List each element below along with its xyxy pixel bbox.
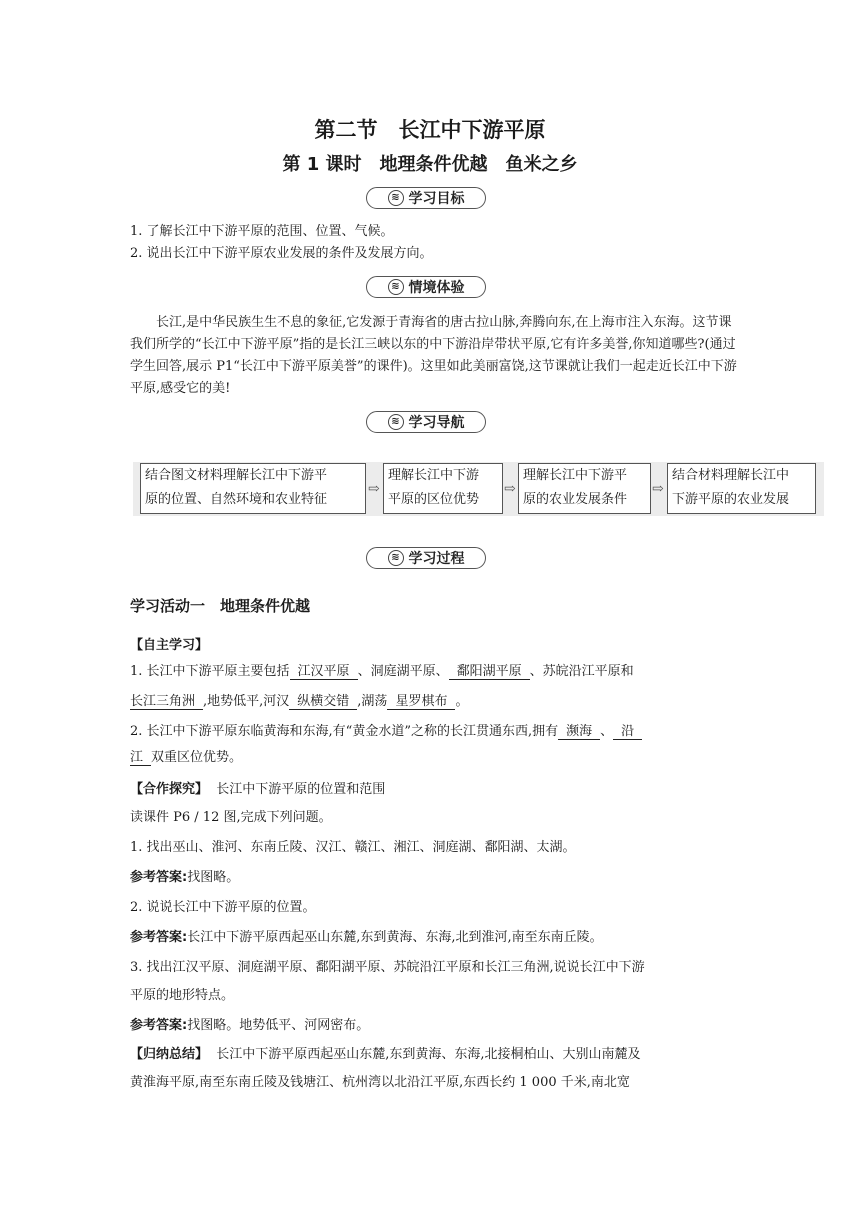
activity-title: 学习活动一 地理条件优越 bbox=[130, 597, 311, 615]
text: 、 bbox=[600, 724, 614, 739]
self-study-q2-line2 bbox=[130, 748, 745, 768]
answer-blank: 沿 bbox=[613, 724, 642, 740]
nav-step-1-line2: 原的位置、自然环境和农业特征 bbox=[145, 492, 328, 507]
situation-badge-label: 情境体验 bbox=[408, 280, 465, 296]
nav-step-3-line1: 理解长江中下游平 bbox=[523, 468, 628, 483]
situation-paragraph: 长江,是中华民族生生不息的象征,它发源于青海省的唐古拉山脉,奔腾向东,在上海市注入东海。这节课我们所学的“长江中下游平原”指的是长江三峡以东的中下游沿岸带状平原,它有许多美誉,你知道哪些?(通过学生回答,展示 P1“长江中下游平原美誉”的课件)。这里如此美丽富饶,这节课就让我们一起走近长江中下游平原,感受它的美! bbox=[130, 315, 737, 396]
answer-text: 找图略。地势低平、河网密布。 bbox=[187, 1018, 370, 1033]
coop-q1: 1. 找出巫山、淮河、东南丘陵、汉江、赣江、湘江、洞庭湖、鄱阳湖、太湖。 bbox=[130, 840, 576, 855]
badge-icon: ≋ bbox=[388, 550, 404, 566]
text: ,地势低平,河汉 bbox=[203, 694, 290, 709]
self-study-q1-line2 bbox=[130, 692, 745, 712]
coop-q2: 2. 说说长江中下游平原的位置。 bbox=[130, 900, 316, 915]
coop-q3-line1: 3. 找出江汉平原、洞庭湖平原、鄱阳湖平原、苏皖沿江平原和长江三角洲,说说长江中下游 bbox=[130, 960, 645, 975]
text: 1. 长江中下游平原主要包括 bbox=[130, 664, 290, 679]
nav-step-4-line1: 结合材料理解长江中 bbox=[672, 468, 790, 483]
goal-2: 2. 说出长江中下游平原农业发展的条件及发展方向。 bbox=[130, 246, 433, 261]
summary-line1 bbox=[130, 1045, 745, 1065]
coop-a3 bbox=[130, 1016, 745, 1036]
answer-blank: 濒海 bbox=[558, 724, 600, 740]
answer-label: 参考答案: bbox=[130, 930, 188, 945]
goal-1: 1. 了解长江中下游平原的范围、位置、气候。 bbox=[130, 224, 394, 239]
answer-label: 参考答案: bbox=[130, 1018, 188, 1033]
badge-icon: ≋ bbox=[388, 414, 404, 430]
page-title: 第二节 长江中下游平原 bbox=[314, 118, 546, 142]
lesson-subtitle: 第 1 课时 地理条件优越 鱼米之乡 bbox=[282, 154, 578, 175]
answer-text: 长江中下游平原西起巫山东麓,东到黄海、东海,北到淮河,南至东南丘陵。 bbox=[187, 930, 603, 945]
text: 、苏皖沿江平原和 bbox=[529, 664, 634, 679]
text: 2. 长江中下游平原东临黄海和东海,有“黄金水道”之称的长江贯通东西,拥有 bbox=[130, 724, 559, 739]
answer-blank: 江 bbox=[130, 750, 151, 766]
summary-line2: 黄淮海平原,南至东南丘陵及钱塘江、杭州湾以北沿江平原,东西长约 1 000 千米,南北宽 bbox=[130, 1075, 630, 1090]
coop-topic: 长江中下游平原的位置和范围 bbox=[216, 782, 386, 797]
badge-icon: ≋ bbox=[388, 190, 404, 206]
text: 双重区位优势。 bbox=[151, 750, 243, 765]
coop-q3-line2: 平原的地形特点。 bbox=[130, 988, 235, 1003]
self-study-q2-line1 bbox=[130, 722, 745, 742]
nav-step-1 bbox=[140, 463, 366, 514]
self-study-q1-line1 bbox=[130, 662, 745, 682]
answer-text: 找图略。 bbox=[187, 870, 240, 885]
answer-blank: 纵横交错 bbox=[289, 694, 357, 710]
nav-badge bbox=[366, 411, 486, 433]
text: 。 bbox=[455, 694, 469, 709]
arrow-icon: ⇨ bbox=[368, 481, 380, 497]
goals-badge-label: 学习目标 bbox=[408, 191, 465, 207]
process-badge bbox=[366, 547, 486, 569]
goals-badge bbox=[366, 187, 486, 209]
answer-label: 参考答案: bbox=[130, 870, 188, 885]
nav-step-2-line1: 理解长江中下游 bbox=[388, 468, 480, 483]
coop-intro: 读课件 P6 / 12 图,完成下列问题。 bbox=[130, 810, 332, 825]
arrow-icon: ⇨ bbox=[504, 481, 516, 497]
nav-step-4-line2: 下游平原的农业发展 bbox=[672, 492, 790, 507]
answer-blank: 江汉平原 bbox=[290, 664, 358, 680]
nav-step-2 bbox=[383, 463, 503, 514]
text: ,湖荡 bbox=[357, 694, 388, 709]
nav-step-1-line1: 结合图文材料理解长江中下游平 bbox=[145, 468, 328, 483]
answer-blank: 长江三角洲 bbox=[130, 694, 203, 710]
situation-badge bbox=[366, 276, 486, 298]
summary-text: 长江中下游平原西起巫山东麓,东到黄海、东海,北接桐柏山、大别山南麓及 bbox=[216, 1047, 641, 1062]
nav-step-2-line2: 平原的区位优势 bbox=[388, 492, 480, 507]
nav-step-4 bbox=[667, 463, 816, 514]
text: 、洞庭湖平原、 bbox=[357, 664, 449, 679]
coop-label: 【合作探究】 bbox=[130, 782, 209, 797]
coop-a2 bbox=[130, 928, 745, 948]
nav-badge-label: 学习导航 bbox=[408, 415, 465, 431]
answer-blank: 鄱阳湖平原 bbox=[449, 664, 530, 680]
nav-step-3 bbox=[518, 463, 651, 514]
coop-header bbox=[130, 780, 745, 800]
self-study-label: 【自主学习】 bbox=[130, 638, 209, 653]
summary-label: 【归纳总结】 bbox=[130, 1047, 209, 1062]
badge-icon: ≋ bbox=[388, 279, 404, 295]
arrow-icon: ⇨ bbox=[652, 481, 664, 497]
coop-a1 bbox=[130, 868, 745, 888]
nav-step-3-line2: 原的农业发展条件 bbox=[523, 492, 628, 507]
answer-blank: 星罗棋布 bbox=[387, 694, 455, 710]
process-badge-label: 学习过程 bbox=[408, 551, 465, 567]
